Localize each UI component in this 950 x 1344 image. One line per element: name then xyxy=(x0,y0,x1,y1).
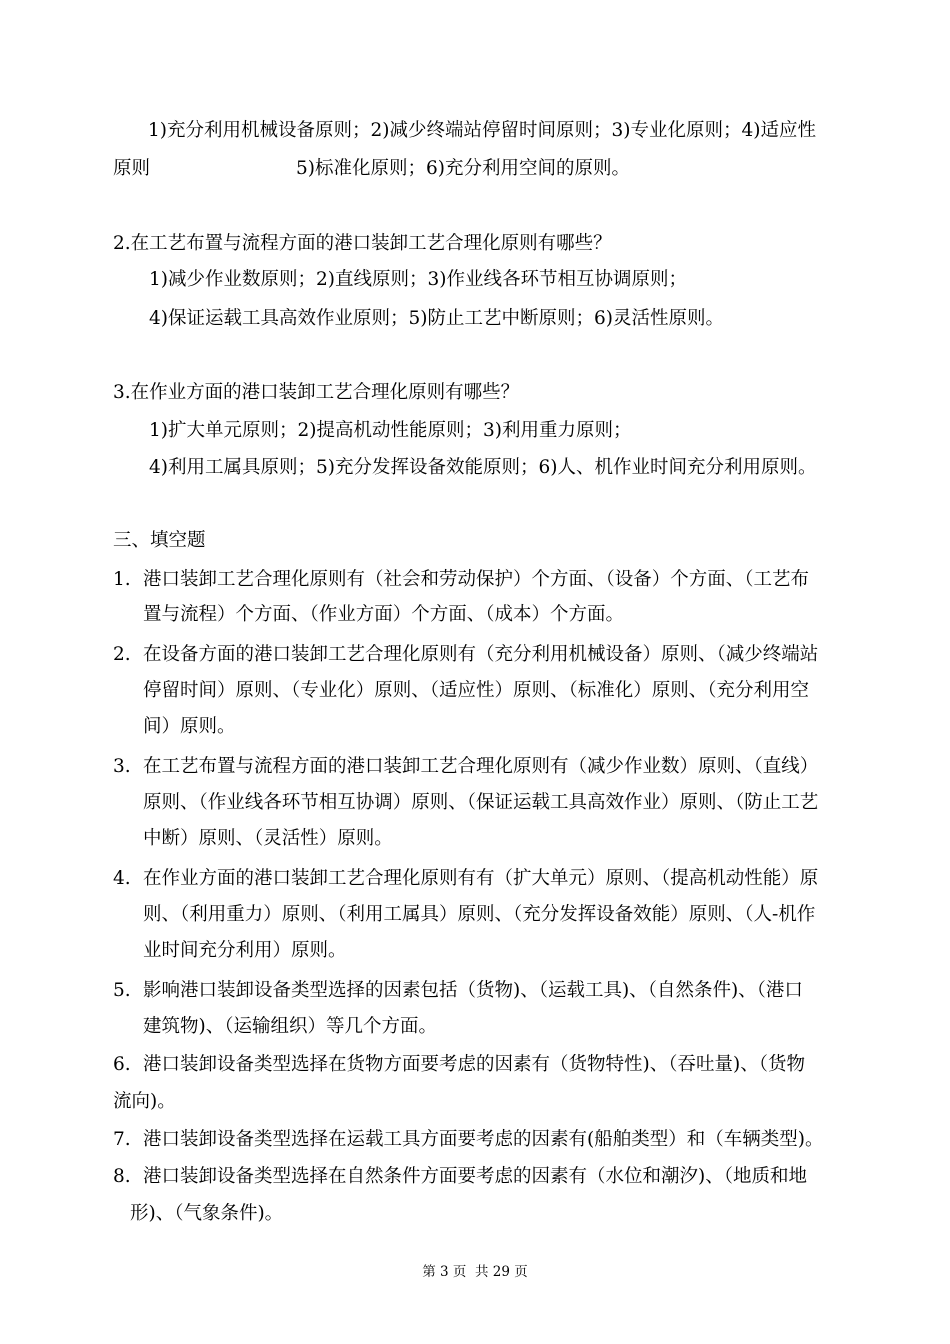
item-text-line: 流向)。 xyxy=(113,1091,176,1112)
q3-answer-line1: 1)扩大单元原则；2)提高机动性能原则；3)利用重力原则； xyxy=(149,420,632,441)
item-text-line: 停留时间）原则、（专业化）原则、（适应性）原则、（标准化）原则、（充分利用空 xyxy=(143,680,810,701)
item-number: 7. xyxy=(113,1129,131,1150)
item-text-line: 业时间充分利用）原则。 xyxy=(143,940,347,961)
q2-title: 2.在工艺布置与流程方面的港口装卸工艺合理化原则有哪些？ xyxy=(113,233,612,254)
item-text-line: 则、（利用重力）原则、（利用工属具）原则、（充分发挥设备效能）原则、（人-机作 xyxy=(143,904,816,925)
item-text-line: 在工艺布置与流程方面的港口装卸工艺合理化原则有（减少作业数）原则、（直线） xyxy=(143,756,819,777)
page-suffix: 页 xyxy=(514,1264,528,1280)
item-text-line: 港口装卸设备类型选择在运载工具方面要考虑的因素有(船舶类型）和（车辆类型)。 xyxy=(143,1129,824,1150)
item-text-line: 港口装卸设备类型选择在自然条件方面要考虑的因素有（水位和潮汐)、（地质和地 xyxy=(143,1166,807,1187)
item-text-line: 建筑物)、（运输组织）等几个方面。 xyxy=(143,1016,437,1037)
page-mid: 页 共 xyxy=(452,1264,489,1280)
page-footer xyxy=(0,1263,950,1281)
item-number: 2. xyxy=(113,644,131,665)
item-text-line: 港口装卸设备类型选择在货物方面要考虑的因素有（货物特性)、（吞吐量)、（货物 xyxy=(143,1054,805,1075)
item-number: 6. xyxy=(113,1054,131,1075)
q2-answer-line2: 4)保证运载工具高效作业原则；5)防止工艺中断原则；6)灵活性原则。 xyxy=(149,308,724,329)
q2-answer-line1: 1)减少作业数原则；2)直线原则；3)作业线各环节相互协调原则； xyxy=(149,269,687,290)
page-total: 29 xyxy=(492,1264,510,1280)
page-number: 3 xyxy=(440,1264,449,1280)
item-number: 8. xyxy=(113,1166,131,1187)
item-number: 3. xyxy=(113,756,131,777)
item-text-line: 港口装卸工艺合理化原则有（社会和劳动保护）个方面、（设备）个方面、（工艺布 xyxy=(143,569,810,590)
q1-answer-line2b: 5)标准化原则；6)充分利用空间的原则。 xyxy=(296,158,630,179)
item-text-line: 间）原则。 xyxy=(143,716,236,737)
q1-answer-line1: 1)充分利用机械设备原则；2)减少终端站停留时间原则；3)专业化原则；4)适应性 xyxy=(148,120,816,141)
item-text-line: 形)、（气象条件)。 xyxy=(130,1203,284,1224)
q1-answer-line2a: 原则 xyxy=(113,158,151,179)
item-text-line: 影响港口装卸设备类型选择的因素包括（货物)、（运载工具)、（自然条件)、（港口 xyxy=(143,980,803,1001)
item-number: 4. xyxy=(113,868,131,889)
item-text-line: 中断）原则、（灵活性）原则。 xyxy=(143,828,393,849)
item-text-line: 置与流程）个方面、（作业方面）个方面、（成本）个方面。 xyxy=(143,604,625,625)
item-number: 1. xyxy=(113,569,131,590)
item-text-line: 在设备方面的港口装卸工艺合理化原则有（充分利用机械设备）原则、（减少终端站 xyxy=(143,644,819,665)
item-number: 5. xyxy=(113,980,131,1001)
section3-heading: 三、填空题 xyxy=(113,530,206,551)
item-text-line: 原则、（作业线各环节相互协调）原则、（保证运载工具高效作业）原则、（防止工艺 xyxy=(143,792,819,813)
q3-title: 3.在作业方面的港口装卸工艺合理化原则有哪些？ xyxy=(113,382,520,403)
q3-answer-line2: 4)利用工属具原则；5)充分发挥设备效能原则；6)人、机作业时间充分利用原则。 xyxy=(149,457,817,478)
item-text-line: 在作业方面的港口装卸工艺合理化原则有有（扩大单元）原则、（提高机动性能）原 xyxy=(143,868,819,889)
page-prefix: 第 xyxy=(422,1264,436,1280)
